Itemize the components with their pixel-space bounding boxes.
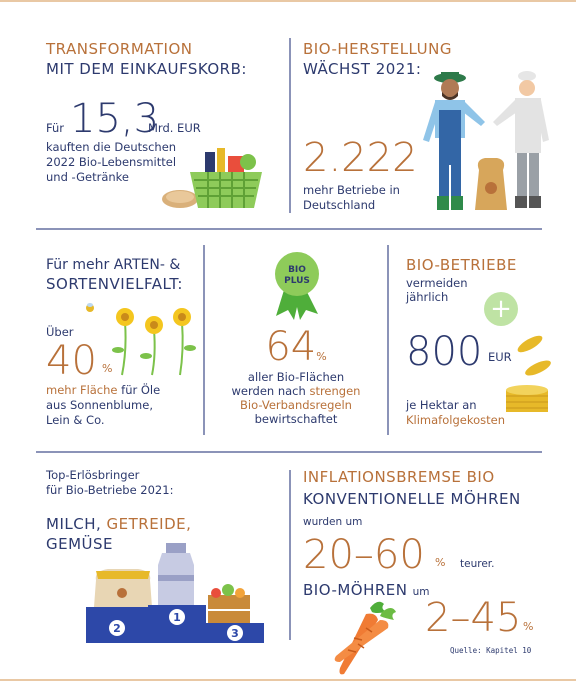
panel5-text-line2: jährlich	[406, 290, 449, 304]
panel7-text-line1: wurden um	[303, 516, 363, 528]
divider-top-horizontal	[36, 228, 542, 230]
panel3-text-line2: aus Sonnenblume,	[46, 398, 153, 412]
panel7-heading-line1: INFLATIONSBREMSE BIO	[303, 468, 495, 486]
panel7-value1: 20–60	[303, 532, 425, 578]
plus-symbol: +	[490, 294, 512, 324]
panel7-heading-line3-group	[303, 580, 429, 600]
panel1-text-line2: 2022 Bio-Lebensmittel	[46, 155, 177, 169]
panel3-text-highlight: mehr Fläche	[46, 383, 118, 397]
plus-icon	[484, 292, 518, 326]
panel1-heading-line1: TRANSFORMATION	[46, 40, 193, 58]
panel4-text-line3: Bio-Verbandsregeln	[240, 398, 352, 412]
panel1-heading-line2: MIT DEM EINKAUFSKORB:	[46, 60, 247, 78]
carrots-icon	[310, 598, 410, 678]
shopping-basket-icon	[160, 142, 270, 212]
panel5-value: 800	[406, 329, 483, 375]
panel3-text-line1	[46, 383, 160, 397]
bio-plus-badge-icon	[262, 250, 332, 320]
panel2-heading-line2: WÄCHST 2021:	[303, 60, 422, 78]
panel2-value: 2.222	[303, 135, 418, 181]
panel4-unit: %	[316, 350, 327, 363]
panel4-value: 64	[265, 324, 317, 370]
panel5-text-line1: vermeiden	[406, 276, 468, 290]
divider-bottom-horizontal	[36, 451, 542, 453]
panel3-unit: %	[102, 362, 113, 375]
panel6-intro-line1: Top-Erlösbringer	[46, 468, 140, 482]
panel4-text-line4: bewirtschaftet	[254, 412, 338, 426]
panel1-text-line1: kauften die Deutschen	[46, 140, 177, 154]
podium-rank-3: 3	[231, 627, 239, 640]
panel1-prefix: Für	[46, 121, 65, 135]
panel6-items-line1	[46, 515, 191, 534]
panel5-text-line4: Klimafolgekosten	[406, 413, 505, 427]
panel7-heading-line3: BIO-MÖHREN	[303, 581, 408, 599]
panel6-item1: MILCH,	[46, 515, 107, 533]
panel3-text-line3: Lein & Co.	[46, 413, 105, 427]
panel7-text-after: teurer.	[460, 558, 495, 570]
divider-top-vertical	[289, 38, 291, 213]
panel3-heading-line2: SORTENVIELFALT:	[46, 275, 183, 293]
panel4-text-line2-plain: werden nach	[231, 384, 310, 398]
podium-rank-2: 2	[113, 622, 121, 635]
panel3-heading-line1-text: Für mehr ARTEN- &	[46, 257, 181, 273]
panel4-value-group	[205, 326, 387, 368]
sunflowers-icon	[80, 300, 200, 380]
divider-bottom-vertical	[289, 470, 291, 640]
panel1-text-line3: und -Getränke	[46, 170, 129, 184]
panel1-unit: Mrd. EUR	[148, 121, 201, 135]
panel5-heading: BIO-BETRIEBE	[406, 256, 517, 274]
panel3-text-rest: für Öle	[117, 383, 161, 397]
panel6-item3: GEMÜSE	[46, 535, 114, 553]
panel3-value: 40	[46, 338, 97, 384]
panel2-text-line2: Deutschland	[303, 198, 376, 212]
divider-middle-right	[387, 245, 389, 435]
panel3-heading-line1	[46, 256, 180, 274]
panel5-text-line3: je Hektar an	[406, 398, 477, 412]
panel7-text-um: um	[412, 586, 430, 598]
panel4-text-line2-highlight: strengen	[309, 384, 361, 398]
badge-line2: PLUS	[284, 276, 310, 286]
farmer-and-baker-illustration	[415, 70, 560, 215]
panel1-value: 15,3	[70, 96, 160, 142]
panel7-unit2: %	[523, 620, 534, 633]
panel3-prefix: Über	[46, 325, 74, 339]
panel7-unit1: %	[435, 556, 446, 569]
panel4-text-line1: aller Bio-Flächen	[247, 370, 345, 384]
badge-line1: BIO	[288, 265, 306, 275]
panel7-heading-line2: KONVENTIONELLE MÖHREN	[303, 490, 521, 508]
panel2-heading-line1: BIO-HERSTELLUNG	[303, 40, 452, 58]
panel6-item2: GETREIDE,	[106, 515, 192, 533]
panel7-value2: 2–45	[425, 595, 522, 641]
panel2-text-line1: mehr Betriebe in	[303, 183, 400, 197]
panel4-text-line2	[205, 384, 387, 398]
panel4-text-block	[205, 370, 387, 426]
source-note: Quelle: Kapitel 10	[450, 646, 532, 655]
panel5-unit: EUR	[488, 350, 512, 364]
podium-rank-1: 1	[173, 611, 181, 624]
coins-icon	[500, 332, 555, 417]
panel6-intro-line2: für Bio-Betriebe 2021:	[46, 483, 174, 497]
podium-illustration	[80, 535, 270, 645]
